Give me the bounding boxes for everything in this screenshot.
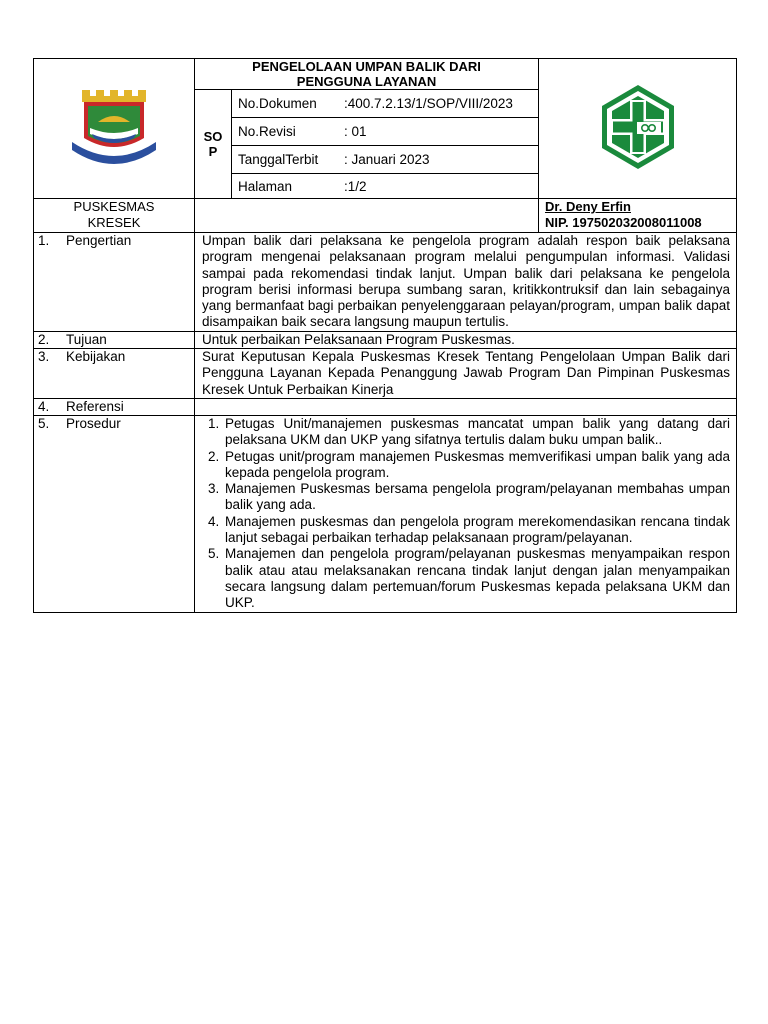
document-title <box>195 59 539 90</box>
title-line-1: PENGELOLAAN UMPAN BALIK DARI <box>252 59 481 74</box>
meta-value: :400.7.2.13/1/SOP/VIII/2023 <box>344 96 513 111</box>
section-label: 4. Referensi <box>34 398 195 415</box>
meta-issue-date <box>232 146 539 174</box>
section-reference-text <box>195 398 737 415</box>
section-definition-text: Umpan balik dari pelaksana ke pengelola program adalah respon baik pelaksana program mengenai pelaksanaan program melalui pengumpulan informasi. Validasi sampai pada rekomendasi tindak lanjut. Umpan balik dari pelaksana ke pengelola program berisi informasi berupa sumbang saran, kritikkontruksif dan lain sebagainya yang bermanfaat bagi perbaikan penyelenggaraan pelayan/program, umpan balik dapat disampaikan baik secara langsung maupun tertulis. <box>195 233 737 332</box>
meta-key: No.Revisi <box>238 124 296 139</box>
meta-key: No.Dokumen <box>238 96 317 111</box>
section-label: 1. Pengertian <box>34 233 195 332</box>
procedure-step: 4. Manajemen puskesmas dan pengelola program merekomendasikan rencana tindak lanjut sebagai perbaikan terhadap pelaksanaan program/pelayanan. <box>223 514 730 547</box>
section-policy-text: Surat Keputusan Kepala Puskesmas Kresek Tentang Pengelolaan Umpan Balik dari Pengguna Layanan Kepada Penanggung Jawab Program Dan Pimpinan Puskesmas Kresek Untuk Perbaikan Kinerja <box>195 349 737 399</box>
meta-revision <box>232 118 539 146</box>
section-row <box>34 233 737 332</box>
section-purpose-text: Untuk perbaikan Pelaksanaan Program Puskesmas. <box>195 331 737 348</box>
title-line-2: PENGGUNA LAYANAN <box>296 74 437 89</box>
section-label: 5. Prosedur <box>34 415 195 612</box>
procedure-step: 5. Manajemen dan pengelola program/pelayanan puskesmas menyampaikan respon balik atau atau melaksanakan rencana tindak lanjut dengan jalan menyampaikan secara langsung dalam pertemuan/forum Puskesmas kepada pelaksana UKM dan UKP. <box>223 546 730 611</box>
meta-value: : 01 <box>344 124 367 139</box>
section-label: 3. Kebijakan <box>34 349 195 399</box>
signer-nip: NIP. 197502032008011008 <box>545 215 702 230</box>
regional-crest-icon <box>68 86 160 168</box>
section-row <box>34 349 737 399</box>
sop-document-table <box>33 58 737 613</box>
section-row <box>34 415 737 612</box>
meta-value: :1/2 <box>344 178 367 194</box>
signer-block <box>539 199 737 233</box>
procedure-step: 2. Petugas unit/program manajemen Puskesmas memverifikasi umpan balik yang ada kepada pengelola program. <box>223 449 730 482</box>
procedure-step: 1. Petugas Unit/manajemen puskesmas mancatat umpan balik yang datang dari pelaksana UKM dan UKP yang sifatnya tertulis dalam buku umpan balik.. <box>223 416 730 449</box>
puskesmas-cross-icon <box>593 82 683 172</box>
regional-crest-logo <box>34 59 195 199</box>
puskesmas-logo <box>539 59 737 199</box>
sop-label-line-1: SO <box>203 129 223 144</box>
section-procedure <box>195 415 737 612</box>
section-row <box>34 331 737 348</box>
meta-value: : Januari 2023 <box>344 152 430 167</box>
blank-cell <box>195 199 539 233</box>
meta-document-number <box>232 90 539 118</box>
organization-name <box>34 199 195 233</box>
procedure-step: 3. Manajemen Puskesmas bersama pengelola program/pelayanan membahas umpan balik yang ada. <box>223 481 730 514</box>
org-line-2: KRESEK <box>87 215 141 230</box>
sop-label-line-2: P <box>208 144 218 159</box>
section-row <box>34 398 737 415</box>
meta-key: Halaman <box>238 178 293 194</box>
signer-name: Dr. Deny Erfin <box>545 199 631 214</box>
procedure-list <box>202 416 730 612</box>
meta-page <box>232 174 539 199</box>
section-label: 2. Tujuan <box>34 331 195 348</box>
meta-key: TanggalTerbit <box>238 152 319 167</box>
sop-label <box>195 90 232 199</box>
org-line-1: PUSKESMAS <box>73 199 155 214</box>
